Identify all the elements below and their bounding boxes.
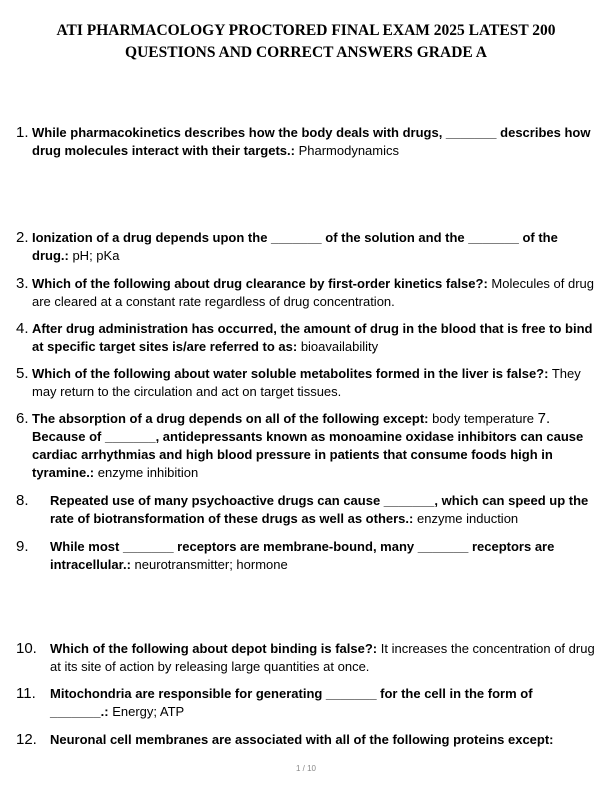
question-number: 9. [16, 538, 29, 555]
question-stem: Because of _______, antidepressants known as monoamine oxidase inhibitors can cause cardiac arrhythmias and high blood pressure in patients that consume foods high in tyramine.: [32, 429, 584, 480]
question-item [32, 275, 607, 311]
question-stem: The absorption of a drug depends on all of the following except: [32, 411, 429, 426]
question-stem: While pharmacokinetics describes how the body deals with drugs, _______ describes how drug molecules interact with their targets.: [32, 125, 591, 158]
question-answer: enzyme inhibition [97, 465, 199, 480]
question-number: 8. [16, 492, 29, 509]
question-item [32, 229, 584, 265]
question-stem: Ionization of a drug depends upon the _______ of the solution and the _______ of the drug.: [32, 230, 558, 263]
question-stem: Which of the following about water soluble metabolites formed in the liver is false?: [32, 366, 549, 381]
question-number: 12. [16, 731, 37, 748]
question-item [32, 124, 604, 160]
document-title: ATI PHARMACOLOGY PROCTORED FINAL EXAM 2025 LATEST 200 QUESTIONS AND CORRECT ANSWERS GRADE A [56, 22, 556, 61]
question-answer: neurotransmitter; hormone [134, 557, 288, 572]
question-answer: Molecules of drug are cleared at a constant rate regardless of drug concentration. [32, 276, 595, 309]
question-stem: Repeated use of many psychoactive drugs can cause _______, which can speed up the rate of biotransformation of these drugs as well as others.: [50, 493, 589, 526]
question-item [32, 410, 607, 482]
question-stem: Mitochondria are responsible for generating _______ for the cell in the form of _______.: [50, 686, 533, 719]
question-answer: Energy; ATP [112, 704, 185, 719]
question-answer: Pharmodynamics [298, 143, 400, 158]
question-number: 7. [537, 410, 551, 427]
question-answer: They may return to the circulation and act on target tissues. [32, 366, 581, 399]
question-stem: After drug administration has occurred, the amount of drug in the blood that is free to bind at specific target sites is/are referred to as: [32, 321, 593, 354]
question-stem: Neuronal cell membranes are associated with all of the following proteins except: [50, 732, 554, 747]
question-number: 11. [16, 685, 36, 702]
question-stem: While most _______ receptors are membrane-bound, many _______ receptors are intracellular.: [50, 539, 555, 572]
question-number: 6. [16, 410, 29, 427]
question-item [50, 731, 608, 749]
question-number: 3. [16, 275, 29, 292]
question-item [50, 685, 580, 721]
question-answer: pH; pKa [72, 248, 120, 263]
question-answer: It increases the concentration of drug at its site of action by releasing large quantities at once. [50, 641, 595, 674]
question-answer: bioavailability [300, 339, 379, 354]
question-item [50, 640, 608, 676]
question-stem: Which of the following about drug clearance by first-order kinetics false?: [32, 276, 488, 291]
question-item [32, 365, 607, 401]
page-number: 1 / 10 [295, 764, 316, 773]
question-answer: body temperature [432, 411, 535, 426]
question-item [50, 538, 602, 574]
question-number: 2. [16, 229, 29, 246]
question-stem: Which of the following about depot binding is false?: [50, 641, 378, 656]
question-item [50, 492, 608, 528]
question-number: 10. [16, 640, 37, 657]
question-number: 4. [16, 320, 29, 337]
question-item [32, 320, 607, 356]
question-number: 5. [16, 365, 29, 382]
question-answer: enzyme induction [416, 511, 519, 526]
question-number: 1. [16, 124, 29, 141]
